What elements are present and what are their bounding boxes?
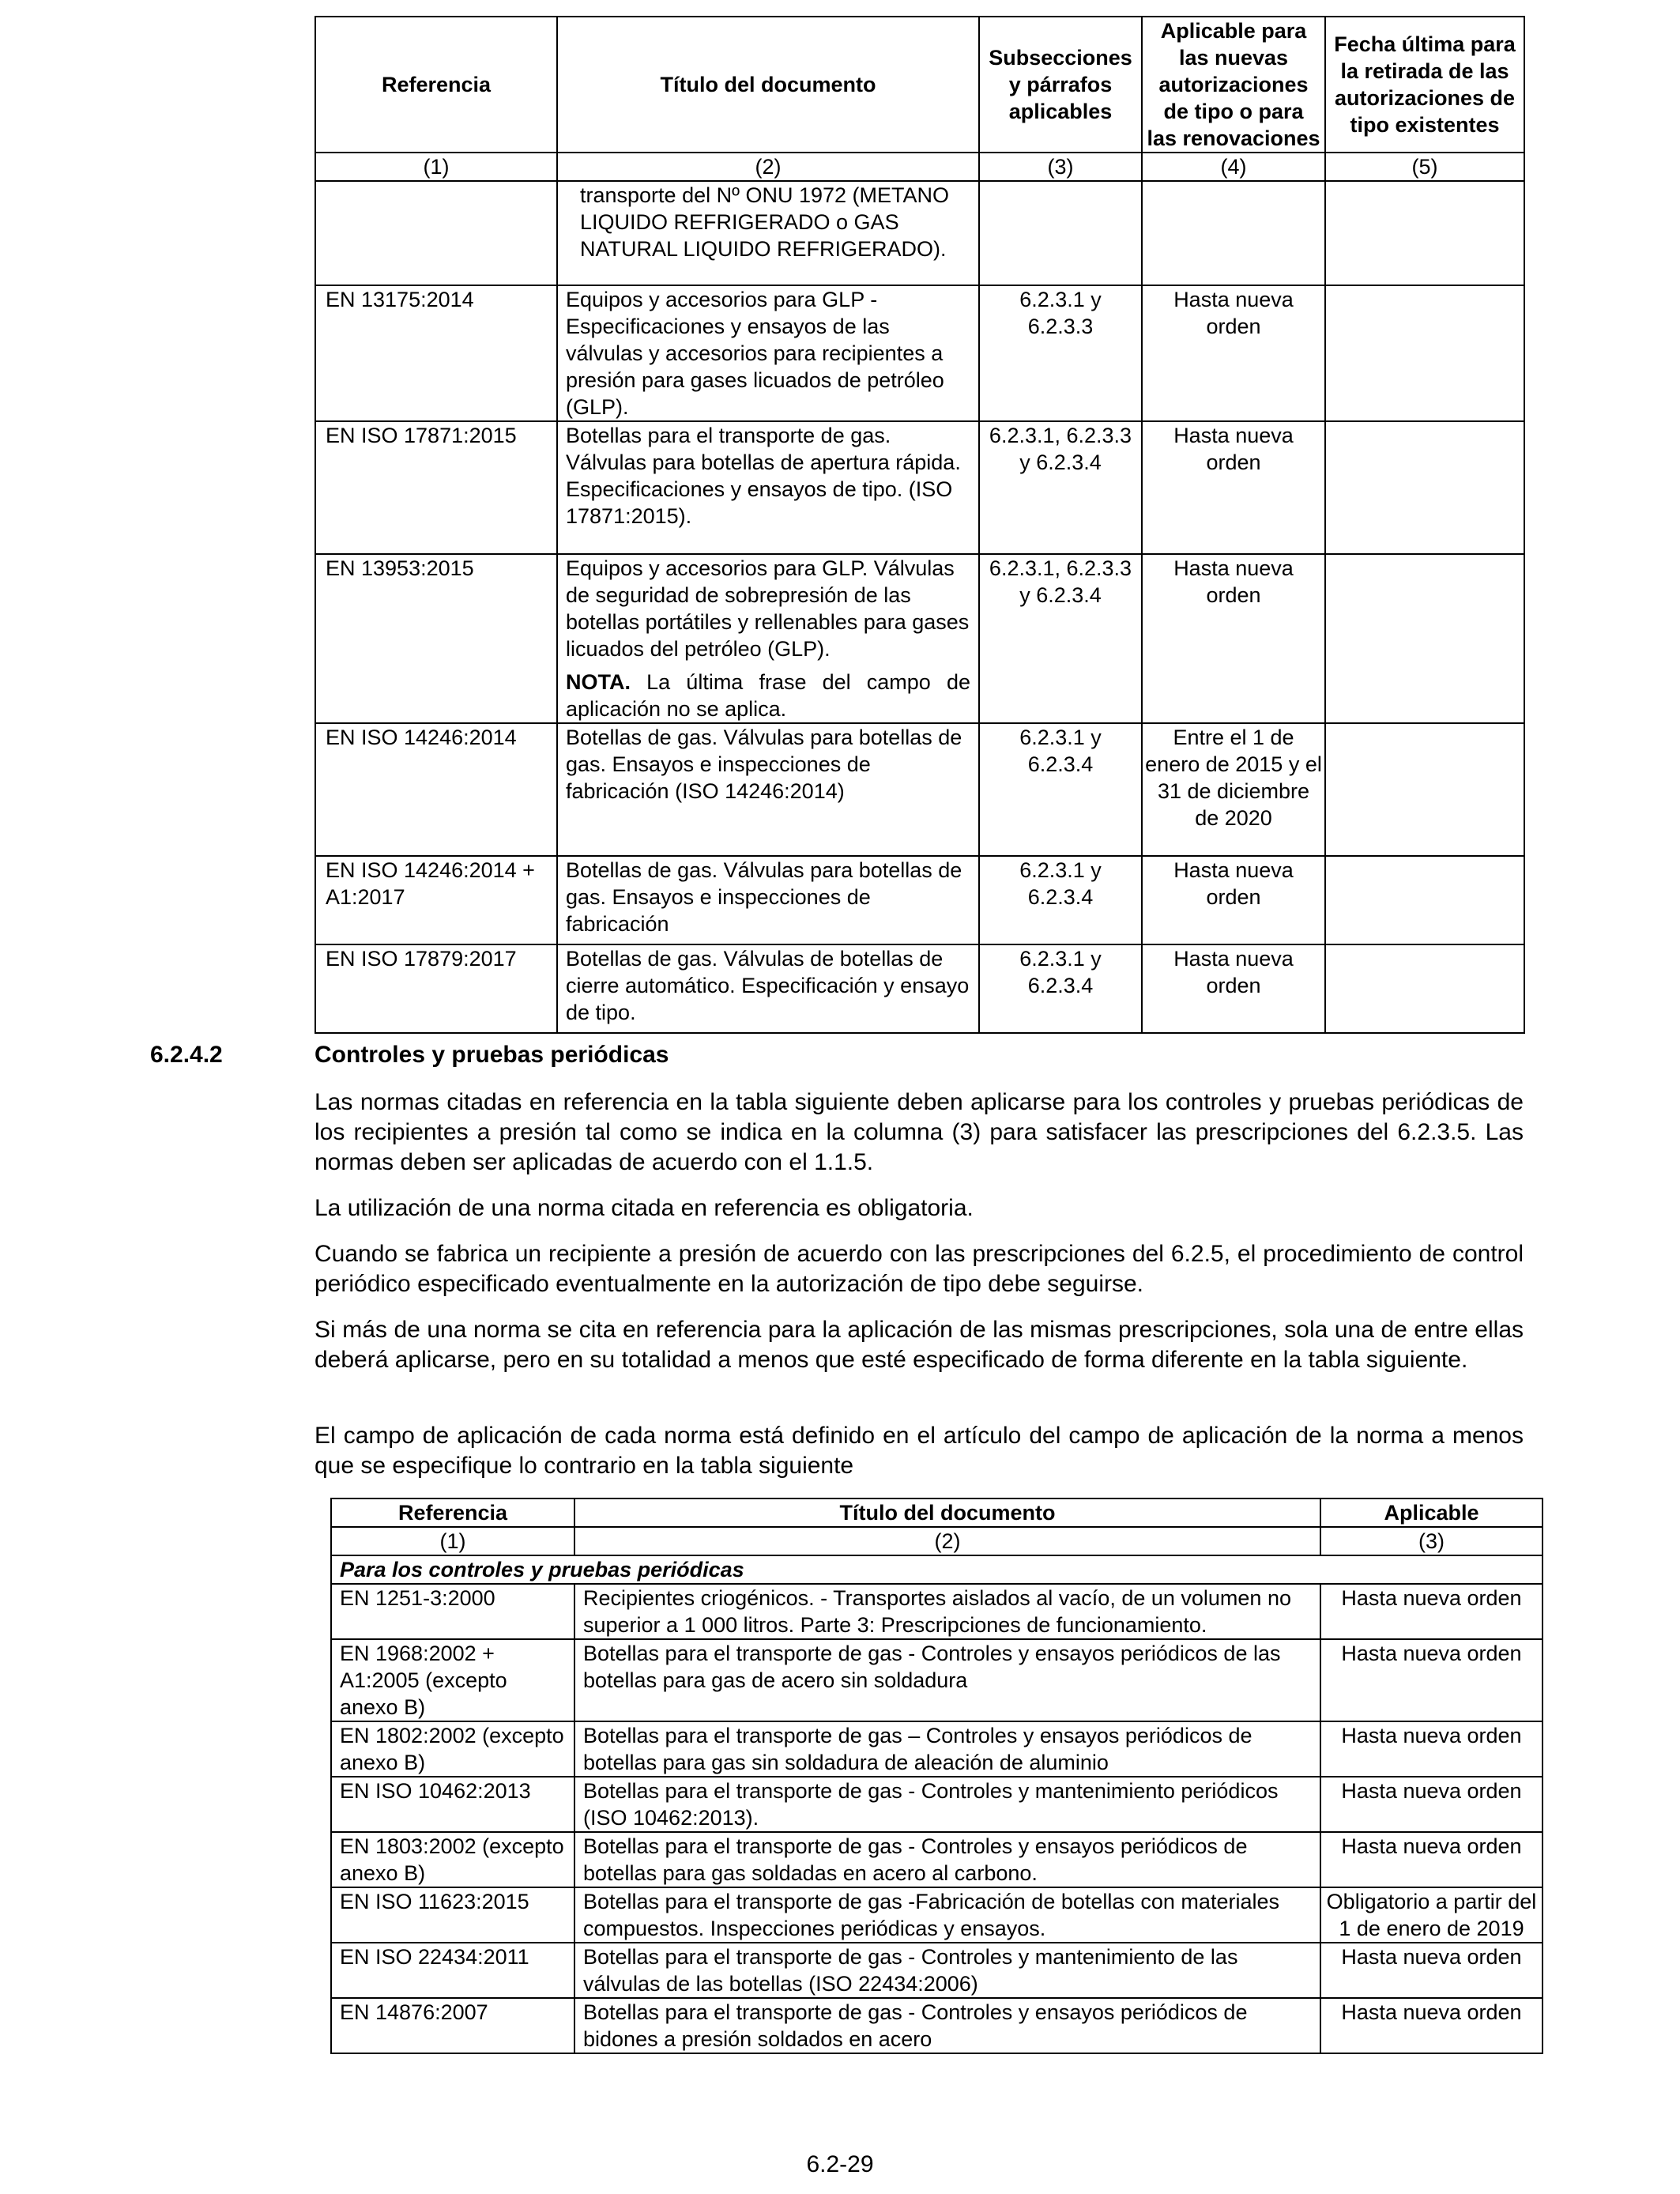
note-label: NOTA. [566,670,631,694]
header-referencia: Referencia [315,17,557,153]
cell-referencia: EN ISO 17871:2015 [315,421,557,554]
cell-subsecciones: 6.2.3.1, 6.2.3.3 y 6.2.3.4 [979,554,1142,723]
cell-titulo: Equipos y accesorios para GLP. Válvulas de seguridad de sobrepresión de las botellas portátiles y rellenables para gases licuados del petróleo (GLP). [566,556,970,661]
col-number: (4) [1142,153,1325,181]
cell-referencia: EN 1251-3:2000 [331,1584,574,1639]
table-row [315,944,1524,1033]
cell-titulo: Botellas de gas. Válvulas para botellas de gas. Ensayos e inspecciones de fabricación [557,856,979,944]
cell-referencia: EN 1802:2002 (excepto anexo B) [331,1721,574,1777]
cell-titulo: Botellas para el transporte de gas - Controles y ensayos periódicos de botellas para gas soldadas en acero al carbono. [574,1832,1320,1887]
cell-referencia: EN 13953:2015 [315,554,557,723]
cell-referencia: EN 1968:2002 + A1:2005 (excepto anexo B) [331,1639,574,1721]
cell-subsecciones: 6.2.3.1 y 6.2.3.4 [979,944,1142,1033]
cell-referencia [315,181,557,285]
cell-aplicable: Hasta nueva orden [1142,856,1325,944]
cell-titulo: Botellas de gas. Válvulas para botellas de gas. Ensayos e inspecciones de fabricación (ISO 14246:2014) [557,723,979,856]
cell-aplicable: Obligatorio a partir del 1 de enero de 2019 [1320,1887,1543,1943]
cell-aplicable: Hasta nueva orden [1142,285,1325,421]
cell-aplicable: Hasta nueva orden [1142,944,1325,1033]
column-number-row [315,153,1524,181]
section-title: Controles y pruebas periódicas [315,1042,669,1068]
cell-referencia: EN ISO 10462:2013 [331,1777,574,1832]
cell-referencia: EN ISO 11623:2015 [331,1887,574,1943]
cell-titulo-with-note [557,554,979,723]
cell-referencia: EN ISO 22434:2011 [331,1943,574,1998]
cell-titulo: Botellas para el transporte de gas - Controles y mantenimiento de las válvulas de las botellas (ISO 22434:2006) [574,1943,1320,1998]
col-number: (2) [557,153,979,181]
cell-referencia: EN 13175:2014 [315,285,557,421]
table-row [331,1639,1543,1721]
cell-subsecciones: 6.2.3.1, 6.2.3.3 y 6.2.3.4 [979,421,1142,554]
cell-fecha [1325,723,1524,856]
cell-aplicable: Hasta nueva orden [1142,554,1325,723]
table-header-row [315,17,1524,153]
cell-fecha [1325,944,1524,1033]
cell-titulo: Botellas de gas. Válvulas de botellas de cierre automático. Especificación y ensayo de tipo. [557,944,979,1033]
col-number: (1) [331,1527,574,1555]
cell-titulo: Botellas para el transporte de gas - Controles y ensayos periódicos de bidones a presión soldados en acero [574,1998,1320,2053]
paragraph: El campo de aplicación de cada norma está definido en el artículo del campo de aplicación de la norma a menos que se especifique lo contrario en la tabla siguiente [315,1423,1524,1479]
cell-aplicable: Hasta nueva orden [1320,1721,1543,1777]
header-aplicable: Aplicable para las nuevas autorizaciones de tipo o para las renovaciones [1142,17,1325,153]
cell-fecha [1325,421,1524,554]
table-row [331,1832,1543,1887]
table-row [315,421,1524,554]
col-number: (5) [1325,153,1524,181]
cell-aplicable: Hasta nueva orden [1320,1777,1543,1832]
table-row [331,1943,1543,1998]
cell-aplicable [1142,181,1325,285]
header-titulo: Título del documento [557,17,979,153]
table-row [315,285,1524,421]
table-row [315,181,1524,285]
cell-aplicable: Hasta nueva orden [1142,421,1325,554]
cell-referencia: EN ISO 14246:2014 [315,723,557,856]
header-aplicable: Aplicable [1320,1498,1543,1527]
table-row [315,723,1524,856]
header-subsecciones: Subsecciones y párrafos aplicables [979,17,1142,153]
cell-titulo: Equipos y accesorios para GLP - Especificaciones y ensayos de las válvulas y accesorios para recipientes a presión para gases licuados de petróleo (GLP). [557,285,979,421]
cell-titulo: Botellas para el transporte de gas - Controles y mantenimiento periódicos (ISO 10462:2013). [574,1777,1320,1832]
col-number: (3) [1320,1527,1543,1555]
cell-titulo: transporte del Nº ONU 1972 (METANO LIQUIDO REFRIGERADO o GAS NATURAL LIQUIDO REFRIGERADO). [557,181,979,285]
table-row [315,554,1524,723]
table-row [331,1998,1543,2053]
cell-titulo: Recipientes criogénicos. - Transportes aislados al vacío, de un volumen no superior a 1 000 litros. Parte 3: Prescripciones de funcionamiento. [574,1584,1320,1639]
cell-titulo: Botellas para el transporte de gas -Fabricación de botellas con materiales compuestos. Inspecciones periódicas y ensayos. [574,1887,1320,1943]
note-text: La última frase del campo de aplicación no se aplica. [566,670,970,721]
cell-referencia: EN ISO 17879:2017 [315,944,557,1033]
column-number-row [331,1527,1543,1555]
cell-subsecciones: 6.2.3.1 y 6.2.3.4 [979,856,1142,944]
standards-table-periodic [330,1498,1543,2054]
cell-subsecciones: 6.2.3.1 y 6.2.3.3 [979,285,1142,421]
cell-titulo: Botellas para el transporte de gas - Controles y ensayos periódicos de las botellas para gas de acero sin soldadura [574,1639,1320,1721]
subheading: Para los controles y pruebas periódicas [331,1555,1543,1584]
cell-aplicable: Hasta nueva orden [1320,1639,1543,1721]
standards-table-construction [315,16,1525,1034]
cell-fecha [1325,285,1524,421]
table-row [331,1721,1543,1777]
cell-aplicable: Hasta nueva orden [1320,1584,1543,1639]
paragraph: La utilización de una norma citada en referencia es obligatoria. [315,1195,974,1221]
table-row [315,856,1524,944]
page-number: 6.2-29 [806,2151,874,2177]
cell-referencia: EN 1803:2002 (excepto anexo B) [331,1832,574,1887]
section-number: 6.2.4.2 [150,1042,223,1068]
paragraph: Si más de una norma se cita en referencia para la aplicación de las mismas prescripciones, sola una de entre ellas deberá aplicarse, pero en su totalidad a menos que esté especificado de forma diferente en la tabla siguiente. [315,1317,1524,1373]
note [566,669,970,722]
header-referencia: Referencia [331,1498,574,1527]
table-row [331,1887,1543,1943]
table-row [331,1777,1543,1832]
cell-referencia: EN 14876:2007 [331,1998,574,2053]
cell-subsecciones [979,181,1142,285]
header-fecha-retirada: Fecha última para la retirada de las autorizaciones de tipo existentes [1325,17,1524,153]
cell-subsecciones: 6.2.3.1 y 6.2.3.4 [979,723,1142,856]
paragraph: Las normas citadas en referencia en la tabla siguiente deben aplicarse para los controles y pruebas periódicas de los recipientes a presión tal como se indica en la columna (3) para satisfacer las prescripciones del 6.2.3.5. Las normas deben ser aplicadas de acuerdo con el 1.1.5. [315,1089,1524,1175]
cell-fecha [1325,856,1524,944]
cell-aplicable: Entre el 1 de enero de 2015 y el 31 de diciembre de 2020 [1142,723,1325,856]
col-number: (3) [979,153,1142,181]
col-number: (1) [315,153,557,181]
cell-aplicable: Hasta nueva orden [1320,1832,1543,1887]
cell-fecha [1325,554,1524,723]
header-titulo: Título del documento [574,1498,1320,1527]
col-number: (2) [574,1527,1320,1555]
cell-referencia: EN ISO 14246:2014 + A1:2017 [315,856,557,944]
table-header-row [331,1498,1543,1527]
cell-aplicable: Hasta nueva orden [1320,1943,1543,1998]
cell-titulo: Botellas para el transporte de gas – Controles y ensayos periódicos de botellas para gas sin soldadura de aleación de aluminio [574,1721,1320,1777]
paragraph: Cuando se fabrica un recipiente a presión de acuerdo con las prescripciones del 6.2.5, el procedimiento de control periódico especificado eventualmente en la autorización de tipo debe seguirse. [315,1241,1524,1297]
cell-fecha [1325,181,1524,285]
subheading-row [331,1555,1543,1584]
cell-aplicable: Hasta nueva orden [1320,1998,1543,2053]
table-row [331,1584,1543,1639]
cell-titulo: Botellas para el transporte de gas. Válvulas para botellas de apertura rápida. Especificaciones y ensayos de tipo. (ISO 17871:2015). [557,421,979,554]
